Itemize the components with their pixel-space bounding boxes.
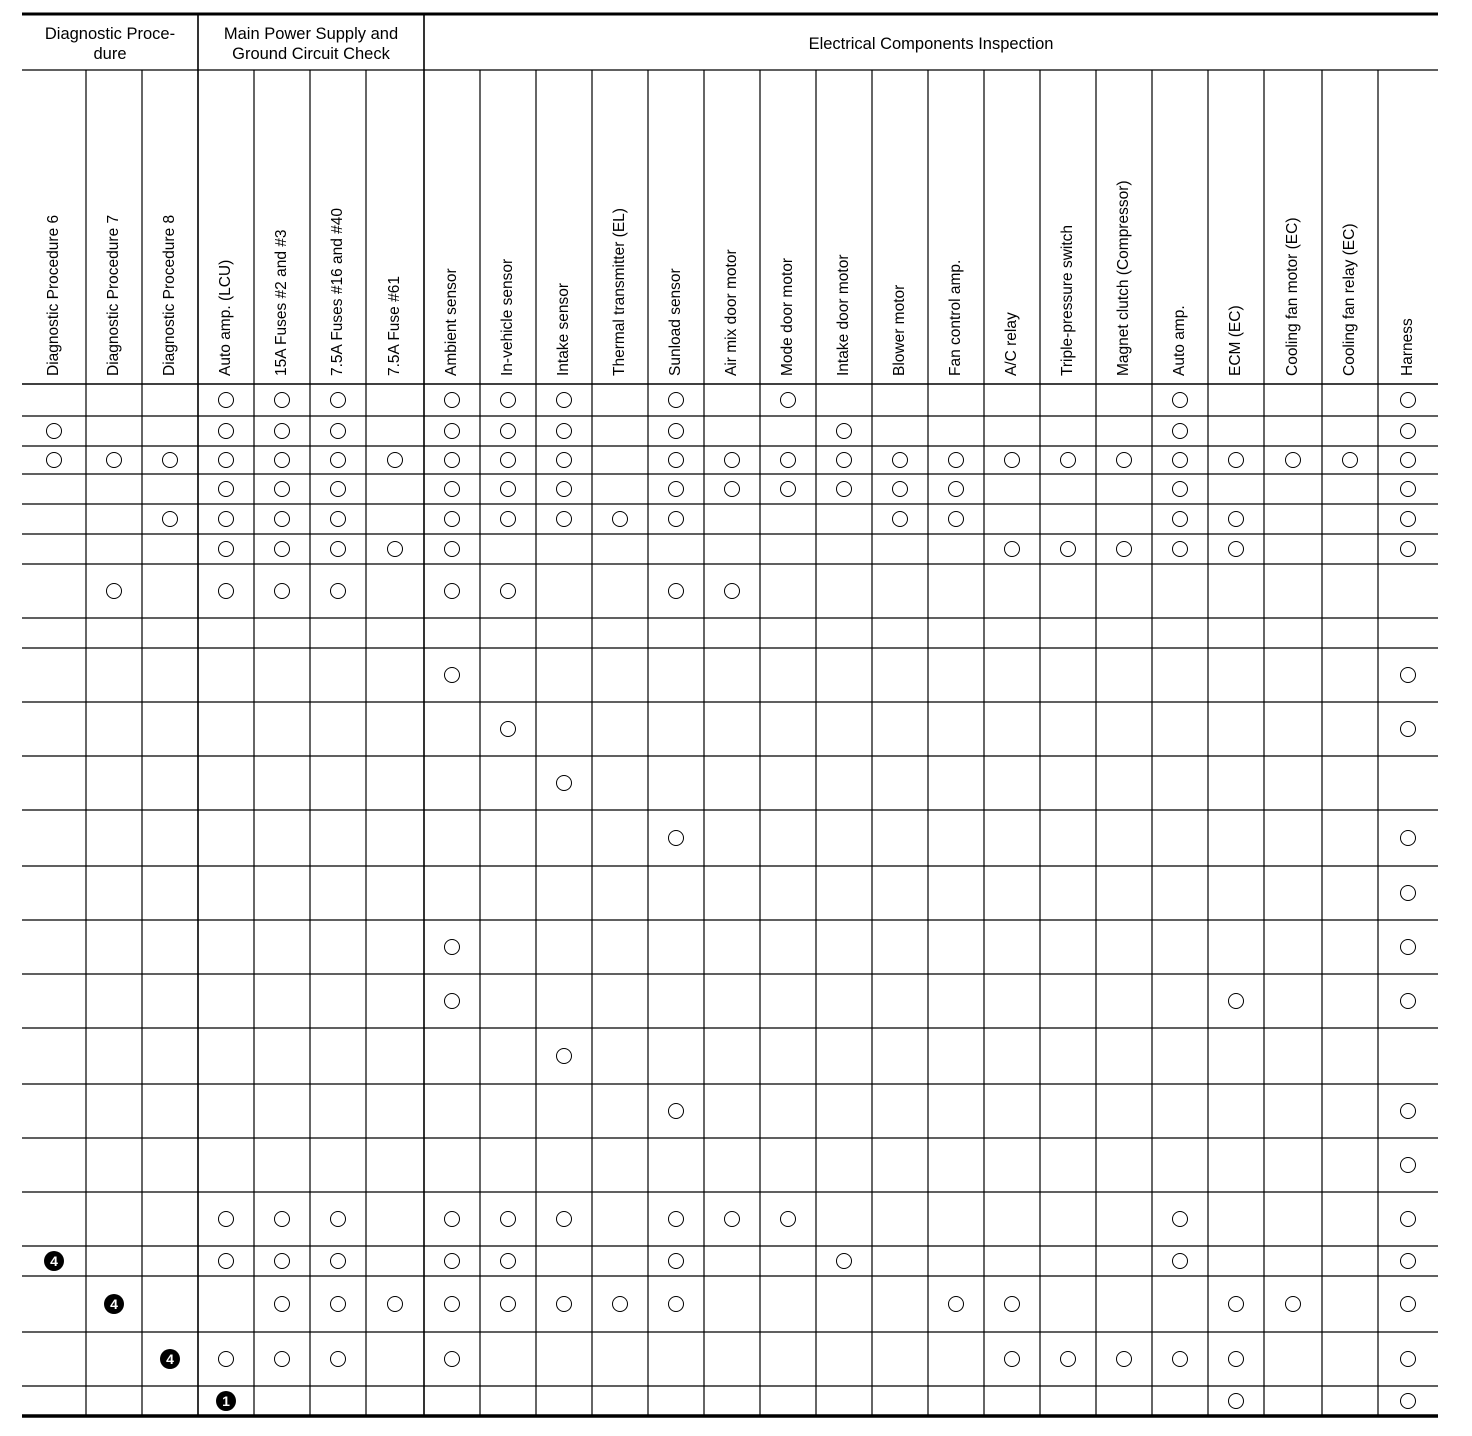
check-circle-icon [668,452,684,468]
check-circle-icon [387,1296,403,1312]
check-circle-icon [1004,1296,1020,1312]
check-circle-icon [218,423,234,439]
check-circle-icon [612,511,628,527]
check-circle-icon [274,1253,290,1269]
check-circle-icon [218,392,234,408]
check-circle-icon [330,481,346,497]
check-circle-icon [836,452,852,468]
check-circle-icon [500,1296,516,1312]
check-circle-icon [948,481,964,497]
check-circle-icon [274,1211,290,1227]
column-header: 7.5A Fuses #16 and #40 [329,207,346,376]
check-circle-icon [444,583,460,599]
check-circle-icon [500,511,516,527]
check-circle-icon [1400,423,1416,439]
check-circle-icon [444,541,460,557]
check-circle-icon [330,1211,346,1227]
check-circle-icon [218,541,234,557]
check-circle-icon [556,423,572,439]
check-circle-icon [556,1296,572,1312]
check-circle-icon [444,993,460,1009]
check-circle-icon [218,1253,234,1269]
column-header: Auto amp. (LCU) [217,259,234,376]
check-circle-icon [274,423,290,439]
check-circle-icon [218,511,234,527]
check-circle-icon [836,481,852,497]
check-circle-icon [46,452,62,468]
check-circle-icon [1400,939,1416,955]
check-circle-icon [556,775,572,791]
check-circle-icon [668,511,684,527]
check-circle-icon [668,423,684,439]
column-header: Cooling fan relay (EC) [1341,223,1358,376]
step-number-badge: 4 [160,1349,180,1369]
column-header: Intake door motor [835,254,852,376]
check-circle-icon [106,452,122,468]
column-header: Triple-pressure switch [1059,224,1076,376]
check-circle-icon [1116,1351,1132,1367]
column-header: Auto amp. [1171,305,1188,376]
check-circle-icon [1400,993,1416,1009]
check-circle-icon [330,452,346,468]
check-circle-icon [444,1253,460,1269]
column-header: Cooling fan motor (EC) [1284,217,1301,376]
check-circle-icon [556,481,572,497]
check-circle-icon [668,583,684,599]
check-circle-icon [1400,392,1416,408]
check-circle-icon [668,1103,684,1119]
check-circle-icon [780,481,796,497]
check-circle-icon [1228,993,1244,1009]
check-circle-icon [274,583,290,599]
check-circle-icon [612,1296,628,1312]
check-circle-icon [274,1351,290,1367]
check-circle-icon [836,1253,852,1269]
check-circle-icon [444,1211,460,1227]
column-header: 7.5A Fuse #61 [386,276,403,376]
check-circle-icon [1400,1351,1416,1367]
check-circle-icon [444,1351,460,1367]
check-circle-icon [556,511,572,527]
check-circle-icon [500,1253,516,1269]
check-circle-icon [106,583,122,599]
check-circle-icon [724,452,740,468]
check-circle-icon [1400,1103,1416,1119]
group-header-power-text: Main Power Supply and Ground Circuit Check [223,25,399,63]
check-circle-icon [948,1296,964,1312]
check-circle-icon [780,1211,796,1227]
check-circle-icon [780,392,796,408]
check-circle-icon [330,1351,346,1367]
check-circle-icon [387,452,403,468]
check-circle-icon [444,452,460,468]
column-header: Thermal transmitter (EL) [611,208,628,376]
check-circle-icon [1172,1211,1188,1227]
check-circle-icon [444,392,460,408]
check-circle-icon [668,1211,684,1227]
check-circle-icon [218,481,234,497]
column-header: A/C relay [1003,312,1020,376]
group-header-electrical-text: Electrical Components Inspection [808,35,1054,53]
check-circle-icon [1400,667,1416,683]
check-circle-icon [274,452,290,468]
column-header: Fan control amp. [947,259,964,376]
check-circle-icon [948,452,964,468]
check-circle-icon [948,511,964,527]
check-circle-icon [1228,1296,1244,1312]
column-header: Blower motor [891,284,908,376]
check-circle-icon [1172,541,1188,557]
check-circle-icon [1228,1393,1244,1409]
check-circle-icon [892,452,908,468]
check-circle-icon [330,511,346,527]
step-number-badge: 1 [216,1391,236,1411]
check-circle-icon [330,423,346,439]
check-circle-icon [218,583,234,599]
check-circle-icon [330,583,346,599]
check-circle-icon [162,452,178,468]
check-circle-icon [668,392,684,408]
check-circle-icon [1400,830,1416,846]
check-circle-icon [500,583,516,599]
check-circle-icon [444,511,460,527]
group-header-power [198,18,424,70]
check-circle-icon [1228,541,1244,557]
check-circle-icon [1400,452,1416,468]
check-circle-icon [1285,452,1301,468]
check-circle-icon [274,481,290,497]
column-header: Diagnostic Procedure 7 [105,214,122,376]
check-circle-icon [892,511,908,527]
check-circle-icon [1400,481,1416,497]
check-circle-icon [556,452,572,468]
check-circle-icon [724,583,740,599]
check-circle-icon [724,481,740,497]
check-circle-icon [274,392,290,408]
check-circle-icon [387,541,403,557]
check-circle-icon [1116,541,1132,557]
check-circle-icon [1172,511,1188,527]
check-circle-icon [162,511,178,527]
check-circle-icon [444,1296,460,1312]
check-circle-icon [500,1211,516,1227]
check-circle-icon [444,423,460,439]
check-circle-icon [1172,1351,1188,1367]
column-header: Sunload sensor [667,268,684,376]
check-circle-icon [444,667,460,683]
check-circle-icon [1228,511,1244,527]
check-circle-icon [274,1296,290,1312]
check-circle-icon [274,511,290,527]
check-circle-icon [668,1253,684,1269]
check-circle-icon [500,392,516,408]
check-circle-icon [1004,541,1020,557]
check-circle-icon [1228,1351,1244,1367]
check-circle-icon [556,1211,572,1227]
column-header: Diagnostic Procedure 8 [161,214,178,376]
check-circle-icon [500,423,516,439]
check-circle-icon [218,1351,234,1367]
check-circle-icon [1004,452,1020,468]
check-circle-icon [1116,452,1132,468]
check-circle-icon [1172,1253,1188,1269]
column-header: Mode door motor [779,257,796,376]
column-header: Ambient sensor [443,268,460,376]
check-circle-icon [668,481,684,497]
check-circle-icon [500,481,516,497]
check-circle-icon [1400,1296,1416,1312]
check-circle-icon [500,452,516,468]
check-circle-icon [1172,423,1188,439]
check-circle-icon [892,481,908,497]
check-circle-icon [500,721,516,737]
column-header: Diagnostic Procedure 6 [45,214,62,376]
check-circle-icon [46,423,62,439]
check-circle-icon [274,541,290,557]
check-circle-icon [668,1296,684,1312]
column-header: Harness [1399,318,1416,376]
check-circle-icon [330,1296,346,1312]
step-number-badge: 4 [44,1251,64,1271]
check-circle-icon [330,1253,346,1269]
check-circle-icon [330,392,346,408]
column-header: Magnet clutch (Compressor) [1115,180,1132,376]
check-circle-icon [1004,1351,1020,1367]
step-number-badge: 4 [104,1294,124,1314]
check-circle-icon [1342,452,1358,468]
check-circle-icon [444,939,460,955]
check-circle-icon [1285,1296,1301,1312]
check-circle-icon [218,1211,234,1227]
check-circle-icon [1400,511,1416,527]
check-circle-icon [1400,1393,1416,1409]
check-circle-icon [1400,885,1416,901]
check-circle-icon [1400,1253,1416,1269]
check-circle-icon [780,452,796,468]
check-circle-icon [1400,1211,1416,1227]
check-circle-icon [1060,541,1076,557]
check-circle-icon [1400,721,1416,737]
check-circle-icon [556,1048,572,1064]
group-header-diagnostic [22,18,198,70]
check-circle-icon [1172,452,1188,468]
column-header: 15A Fuses #2 and #3 [273,229,290,376]
check-circle-icon [1228,452,1244,468]
check-circle-icon [444,481,460,497]
check-circle-icon [1172,392,1188,408]
check-circle-icon [1172,481,1188,497]
group-header-electrical [424,18,1438,70]
group-header-diagnostic-text: Diagnostic Proce- dure [44,25,176,63]
check-circle-icon [1400,541,1416,557]
check-circle-icon [218,452,234,468]
check-circle-icon [668,830,684,846]
check-circle-icon [1060,1351,1076,1367]
column-header: Air mix door motor [723,249,740,376]
check-circle-icon [1060,452,1076,468]
check-circle-icon [836,423,852,439]
column-header: In-vehicle sensor [499,258,516,376]
column-header: Intake sensor [555,282,572,376]
check-circle-icon [330,541,346,557]
column-header: ECM (EC) [1227,305,1244,376]
check-circle-icon [1400,1157,1416,1173]
check-circle-icon [724,1211,740,1227]
check-circle-icon [556,392,572,408]
